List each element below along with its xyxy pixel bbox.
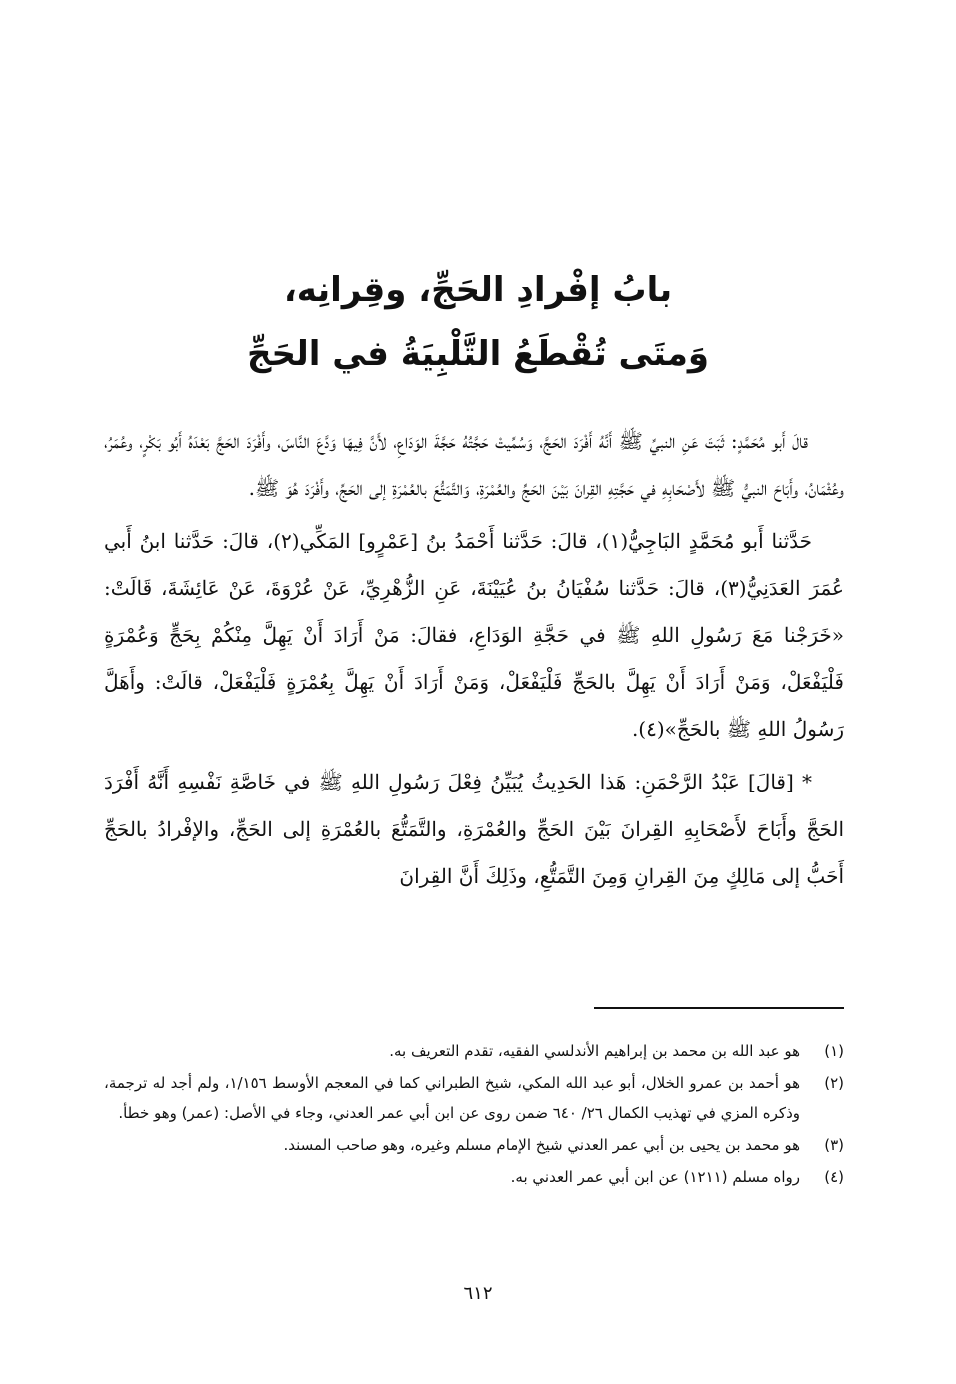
chapter-title xyxy=(110,258,846,386)
page-number: ٦١٢ xyxy=(463,1283,493,1304)
paragraph-hadith: حَدَّثنا أَبو مُحَمَّدٍ البَاجِيُّ(١)، قالَ: حَدَّثنا أَحْمَدُ بنُ [عَمْرٍو] المَكِّي(٢)، قالَ: حَدَّثنا ابنُ أَبي عُمَرَ العَدَنِيُّ(٣)، قالَ: حَدَّثنا سُفْيَانُ بنُ عُيَيْنَةَ، عَنِ الزُّهْرِيِّ، عَنْ عُرْوَةَ، عَنْ عَائِشَةَ، قَالَتْ: «خَرَجْنا مَعَ رَسُولِ اللهِ ﷺ في حَجَّةِ الوَدَاعِ، فقالَ: مَنْ أَرَادَ أَنْ يَهِلَّ مِنْكُمْ بِحَجٍّ وَعُمْرَةٍ فَلْيَفْعَلْ، وَمَنْ أَرَادَ أَنْ يَهِلَّ بالحَجِّ فَلْيَفْعَلْ، وَمَنْ أَرَادَ أَنْ يَهِلَّ بِعُمْرَةٍ فَلْيَفْعَلْ، قالَتْ: وأَهَلَّ رَسُولُ اللهِ ﷺ بالحَجِّ»(٤). xyxy=(104,529,844,741)
footnote-text: هو محمد بن يحيى بن أبي عمر العدني شيخ الإمام مسلم وغيره، وهو صاحب المسند. xyxy=(283,1136,800,1154)
footnote-item xyxy=(104,1068,844,1128)
chapter-title-line-2: وَمتَى تُقْطَعُ التَّلْبِيَةُ في الحَجِّ xyxy=(246,334,710,374)
footnote-divider xyxy=(594,1007,844,1009)
footnotes xyxy=(104,1036,844,1194)
footnote-item xyxy=(104,1130,844,1160)
paragraph-intro: قالَ أَبو مُحَمَّدٍ: ثَبَتَ عَنِ النبيِّ ﷺ أَنَّهُ أَفْرَدَ الحَجَّ، وَسُمِّيتْ حَجَّتُهُ حَجَّةَ الوَدَاعِ، لأَنَّ فِيهَا وَدَّعَ النَّاسَ، وأَفْرَدَ الحَجَّ بَعْدَهُ أَبُو بَكْرٍ، وعُمَرُ، وعُثْمَانُ، وأَبَاحَ النبيُّ ﷺ لأَصْحَابِهِ في حَجَّتِهِ القِرانَ بَيْنَ الحَجِّ والعُمْرَةِ، وَالتَّمَتُّعَ بالعُمْرَةِ إلى الحَجِّ، وأَفْرَدَ هُوَ ﷺ. xyxy=(104,429,844,500)
footnote-text: هو أحمد بن عمرو الخلال، أبو عبد الله المكي، شيخ الطبراني كما في المعجم الأوسط ١/١٥٦، ولم أجد له ترجمة، وذكره المزي في تهذيب الكمال ٢٦/ ٦٤٠ ضمن روى عن ابن أبي عمر العدني، وجاء في الأصل: (عمر) وهو خطأ. xyxy=(104,1074,800,1122)
footnote-text: رواه مسلم (١٢١١) عن ابن أبي عمر العدني به. xyxy=(510,1168,800,1186)
chapter-title-line-1: بابُ إفْرادِ الحَجِّ، وقِرانِه، xyxy=(283,270,673,310)
footnote-number: (٣) xyxy=(824,1136,844,1154)
footnote-item xyxy=(104,1162,844,1192)
footnote-number: (٤) xyxy=(824,1168,844,1186)
footnote-item xyxy=(104,1036,844,1066)
footnote-number: (٢) xyxy=(824,1074,844,1092)
footnote-text: هو عبد الله بن محمد بن إبراهيم الأندلسي الفقيه، تقدم التعريف به. xyxy=(389,1042,800,1060)
paragraph-commentary: * [قالَ] عَبْدُ الرَّحْمَنِ: هَذا الحَدِيثُ يُبَيِّنُ فِعْلَ رَسُولِ اللهِ ﷺ في خَاصَّةِ نَفْسِهِ أَنَّهُ أَفْرَدَ الحَجَّ وأَبَاحَ لأَصْحَابِهِ القِرانَ بَيْنَ الحَجِّ والعُمْرَةِ، والتَّمَتُّعَ بالعُمْرَةِ إلى الحَجِّ، والإفْرادُ بالحَجِّ أَحَبُّ إلى مَالِكٍ مِنَ القِرانِ وَمِنَ التَّمَتُّعِ، وذَلِكَ أَنَّ القِرانَ xyxy=(104,770,844,888)
footnote-number: (١) xyxy=(824,1042,844,1060)
main-text xyxy=(104,418,844,906)
